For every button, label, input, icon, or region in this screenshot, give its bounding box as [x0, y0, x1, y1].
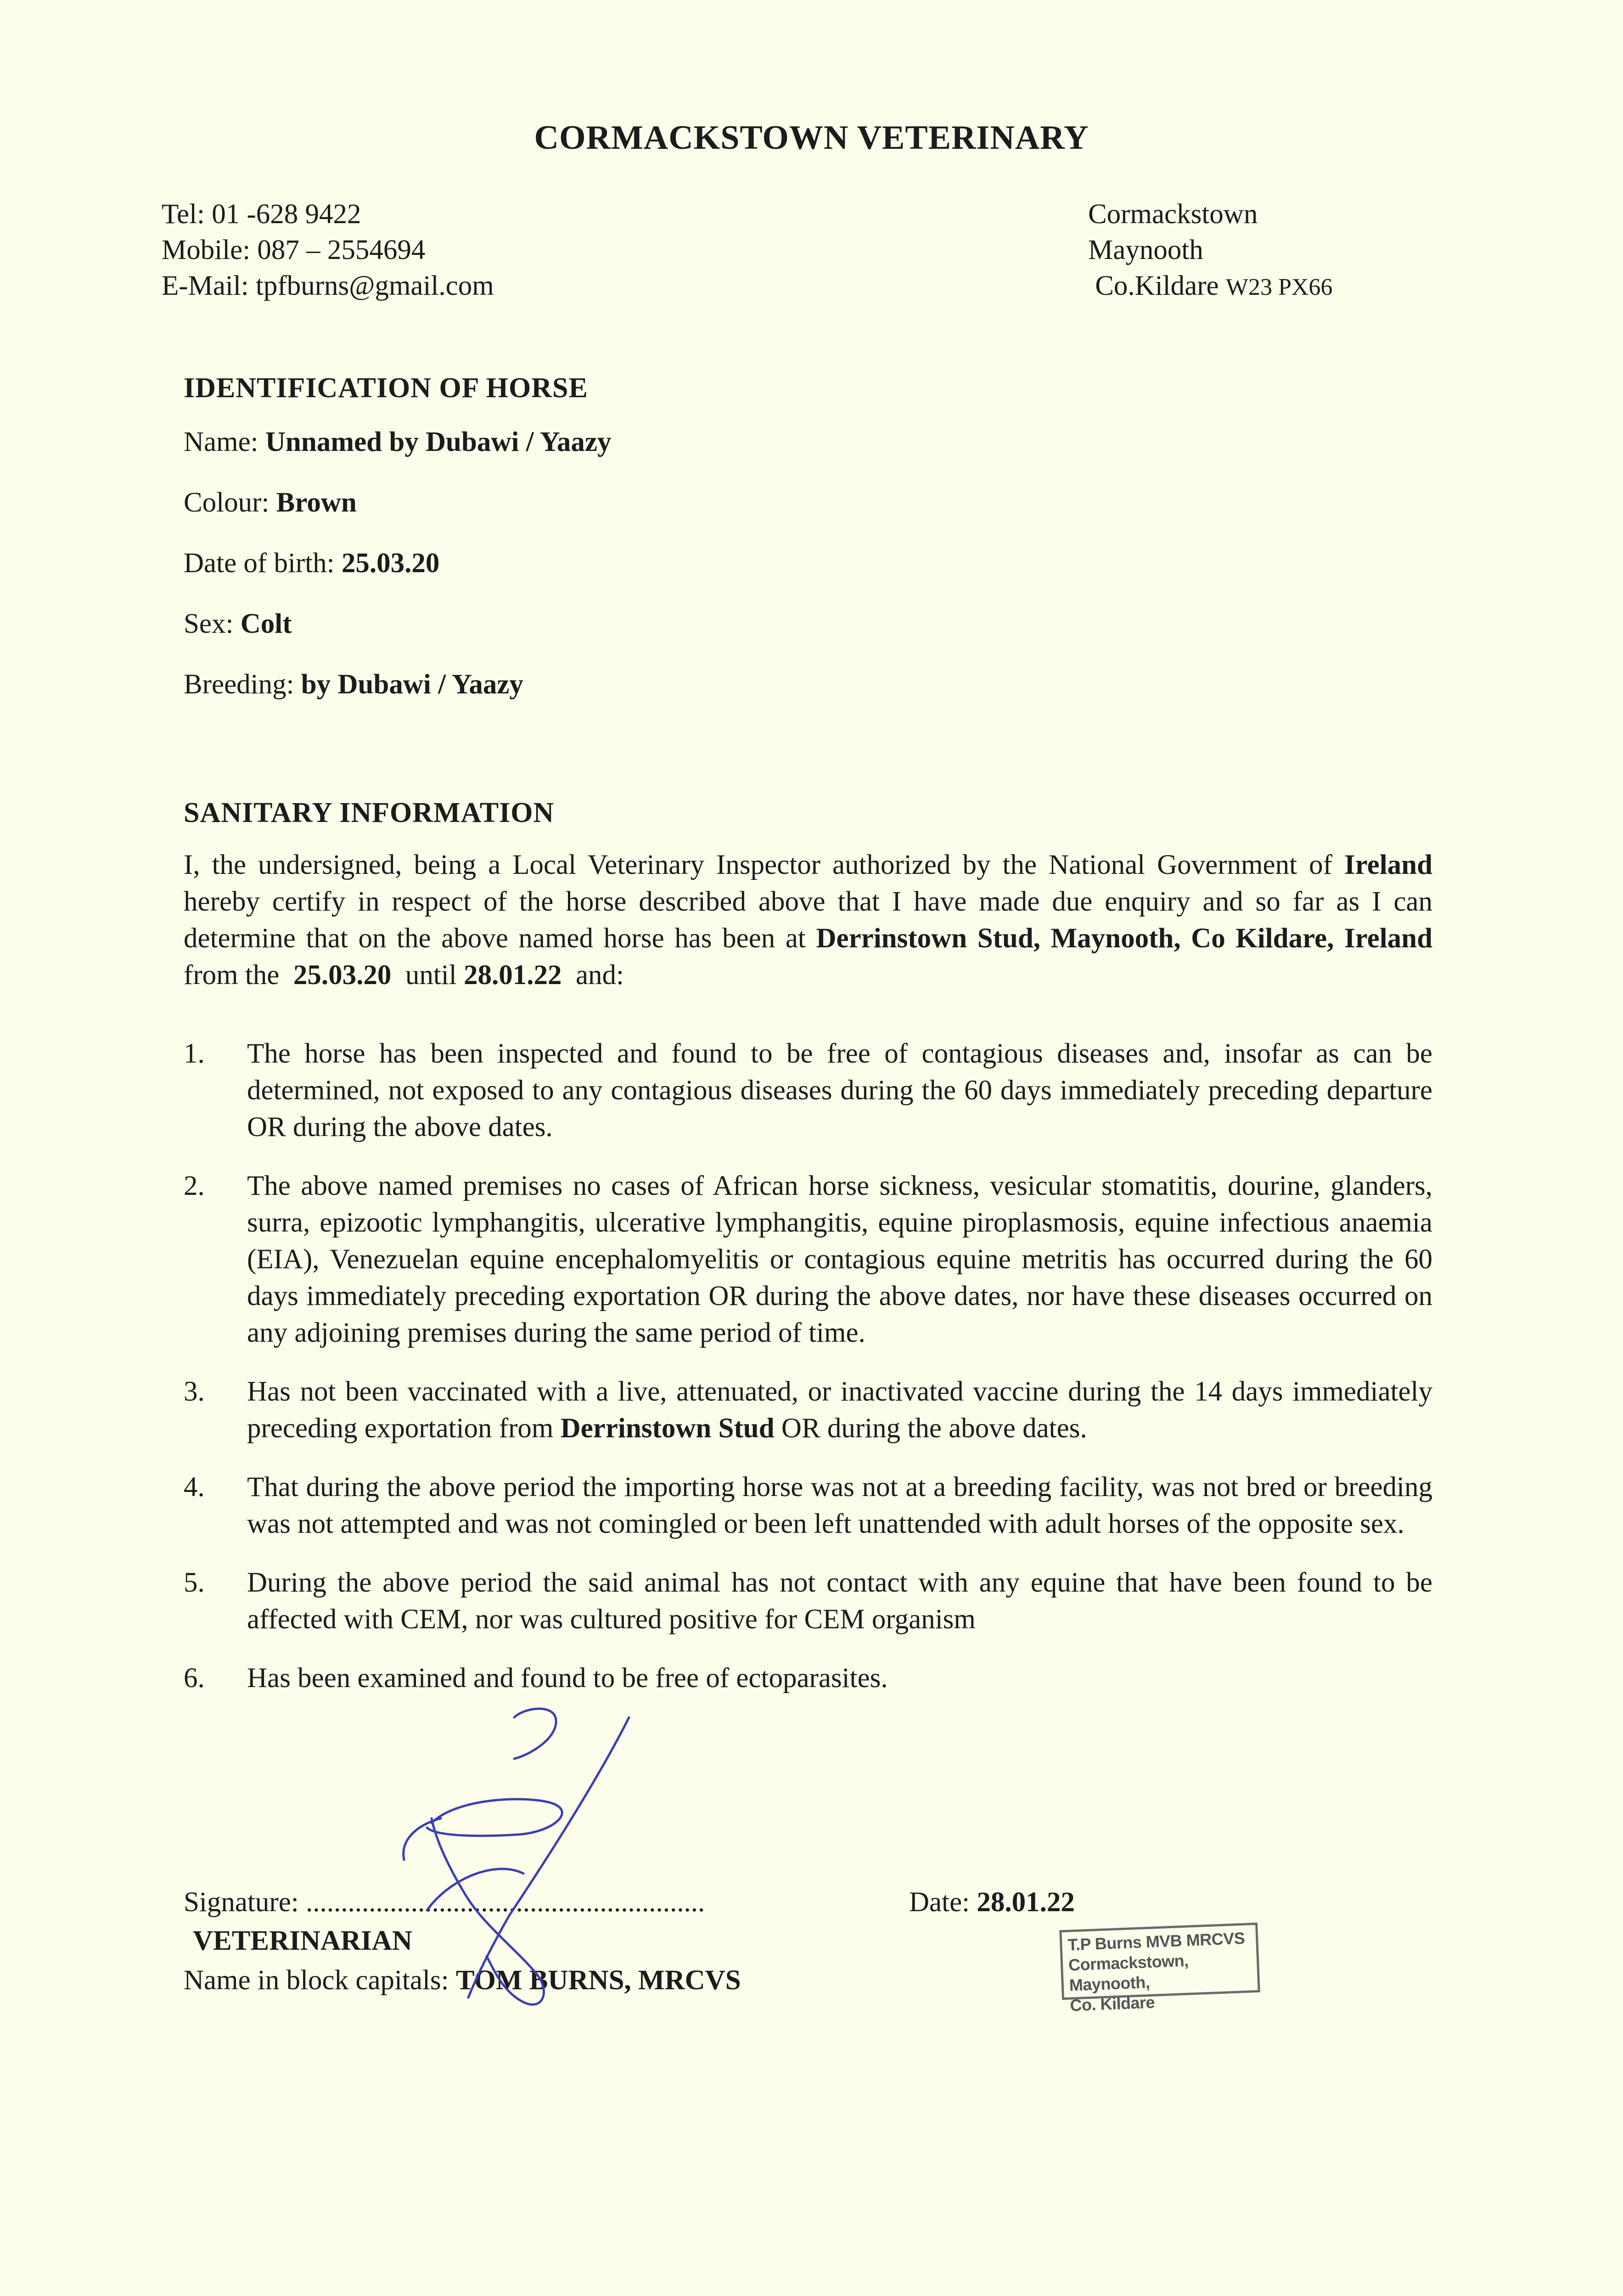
tel-line: Tel: 01 -628 9422: [162, 199, 361, 230]
address-line-2: Maynooth: [1088, 235, 1203, 265]
list-item: 2. The above named premises no cases of African horse sickness, vesicular stomatitis, dourine, glanders, surra, epizootic lymphangitis, ulcerative lymphangitis, equine piroplasmosis, equine infectious anaemia (EIA), Venezuelan equine encephalomyelitis or contagious equine metritis has occurred during the 60 days immediately preceding exportation OR during the above dates, nor have these diseases occurred on any adjoining premises during the same period of time.: [184, 1171, 1432, 1348]
dob-field: Date of birth: 25.03.20: [184, 548, 440, 579]
name-field: Name: Unnamed by Dubawi / Yaazy: [184, 427, 612, 457]
mobile-line: Mobile: 087 – 2554694: [162, 235, 426, 265]
sanitary-intro: I, the undersigned, being a Local Veterinary Inspector authorized by the National Government of Ireland hereby certify in respect of the horse described above that I have made due enquiry and so far as I can determine that on the above named horse has been at Derrinstown Stud, Maynooth, Co Kildare, Ireland from the 25.03.20 until 28.01.22 and:: [184, 850, 1433, 990]
clinic-title: CORMACKSTOWN VETERINARY: [534, 119, 1089, 157]
handwritten-signature: [358, 1699, 680, 2020]
date-value: 28.01.22: [977, 1887, 1075, 1918]
signature-line: Signature: .........................................................: [184, 1887, 705, 1918]
list-item: 5. During the above period the said animal has not contact with any equine that have been found to be affected with CEM, nor was cultured positive for CEM organism: [184, 1567, 1432, 1635]
vet-stamp: T.P Burns MVB MRCVS Cormackstown, Maynooth, Co. Kildare: [1059, 1923, 1260, 2000]
colour-field: Colour: Brown: [184, 487, 357, 518]
eircode: W23 PX66: [1225, 274, 1333, 300]
veterinarian-role: VETERINARIAN: [193, 1925, 412, 1956]
identification-section: [184, 372, 1432, 703]
list-item: 4. That during the above period the importing horse was not at a breeding facility, was not bred or breeding was not attempted and was not comingled or been left unattended with adult horses of the opposite sex.: [184, 1472, 1432, 1539]
list-item: 6. Has been examined and found to be free of ectoparasites.: [184, 1663, 888, 1694]
contact-block: [162, 197, 494, 304]
list-item: 1. The horse has been inspected and found to be free of contagious diseases and, insofar as can be determined, not exposed to any contagious diseases during the 60 days immediately preceding departure OR during the above dates.: [184, 1038, 1432, 1142]
veterinarian-name: TOM BURNS, MRCVS: [455, 1965, 741, 1996]
address-block: [1088, 197, 1332, 305]
date-line: Date: 28.01.22: [909, 1887, 1075, 1918]
email-line[interactable]: E-Mail: tpfburns@gmail.com: [162, 270, 494, 301]
breeding-field: Breeding: by Dubawi / Yaazy: [184, 669, 523, 700]
identification-heading: IDENTIFICATION OF HORSE: [184, 372, 588, 404]
block-name-line: Name in block capitals: TOM BURNS, MRCVS: [184, 1965, 741, 1996]
sanitary-heading: SANITARY INFORMATION: [184, 797, 555, 828]
sex-field: Sex: Colt: [184, 608, 292, 639]
address-line-3: Co.Kildare W23 PX66: [1095, 270, 1333, 301]
conditions-list: [184, 1035, 1432, 1697]
address-line-1: Cormackstown: [1088, 199, 1258, 230]
sanitary-section: [184, 797, 1432, 994]
list-item: 3. Has not been vaccinated with a live, attenuated, or inactivated vaccine during the 14 days immediately preceding exportation from Derrinstown Stud OR during the above dates.: [184, 1376, 1432, 1444]
